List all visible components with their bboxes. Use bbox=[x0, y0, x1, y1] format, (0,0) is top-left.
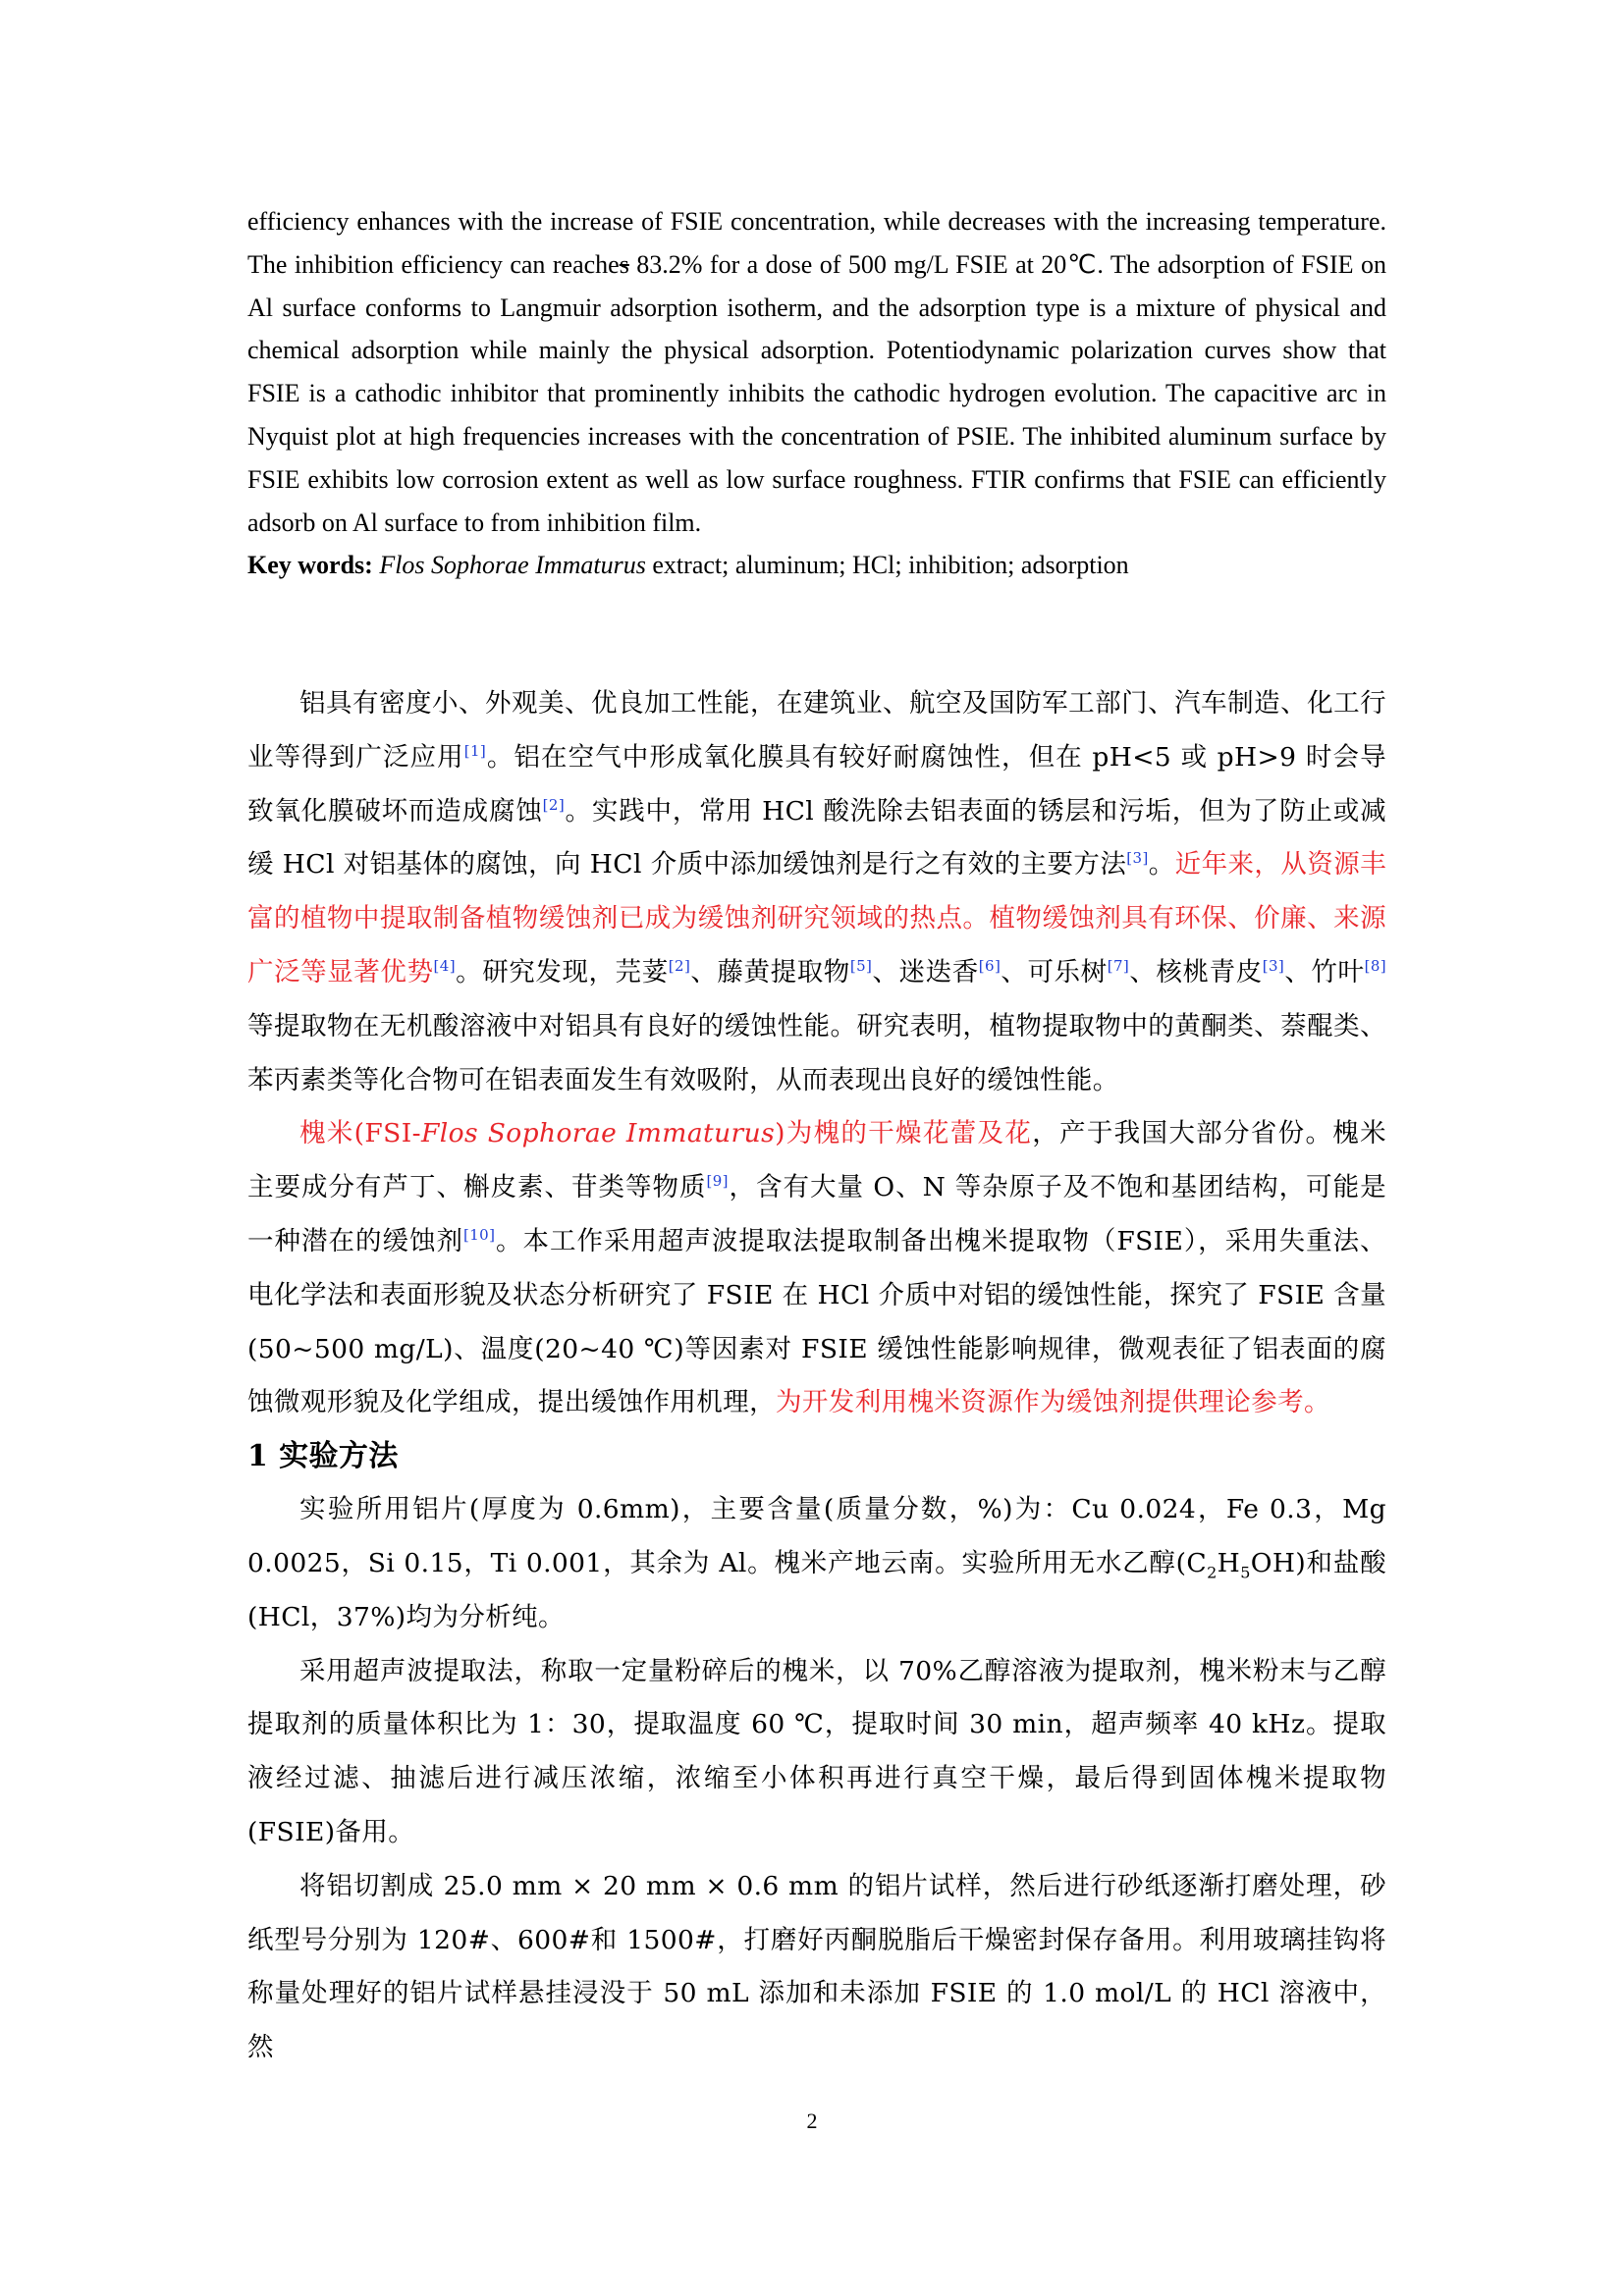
page-number: 2 bbox=[806, 2109, 818, 2133]
highlighted-italic: Flos Sophorae Immaturus bbox=[420, 1118, 776, 1149]
intro-paragraph-1: 铝具有密度小、外观美、优良加工性能，在建筑业、航空及国防军工部门、汽车制造、化工行业等得到广泛应用[1]。铝在空气中形成氧化膜具有较好耐腐蚀性，但在 pH<5 或 pH>9 时会导致氧化膜破坏而造成腐蚀[2]。实践中，常用 HCl 酸洗除去铝表面的锈层和污垢，但为了防止或减缓 HCl 对铝基体的腐蚀，向 HCl 介质中添加缓蚀剂是行之有效的主要方法[3]。近年来，从资源丰富的植物中提取制备植物缓蚀剂已成为缓蚀剂研究领域的热点。植物缓蚀剂具有环保、价廉、来源广泛等显著优势[4]。研究发现，芫荽[2]、藤黄提取物[5]、迷迭香[6]、可乐树[7]、核桃青皮[3]、竹叶[8]等提取物在无机酸溶液中对铝具有良好的缓蚀性能。研究表明，植物提取物中的黄酮类、萘醌类、苯丙素类等化合物可在铝表面发生有效吸附，从而表现出良好的缓蚀性能。 bbox=[247, 688, 1387, 1095]
abstract-block bbox=[247, 200, 1386, 587]
methods-paragraph-2: 采用超声波提取法，称取一定量粉碎后的槐米，以 70%乙醇溶液为提取剂，槐米粉末与乙醇提取剂的质量体积比为 1：30，提取温度 60 ℃，提取时间 30 min，超声频率 40 kHz。提取液经过滤、抽滤后进行减压浓缩，浓缩至小体积再进行真空干燥，最后得到固体槐米提取物(FSIE)备用。 bbox=[247, 1655, 1386, 1847]
main-body bbox=[247, 677, 1386, 2075]
keywords-rest: extract; aluminum; HCl; inhibition; adsorption bbox=[645, 551, 1129, 580]
citation[interactable]: [2] bbox=[668, 957, 691, 976]
methods-paragraph-3: 将铝切割成 25.0 mm × 20 mm × 0.6 mm 的铝片试样，然后进行砂纸逐渐打磨处理，砂纸型号分别为 120#、600#和 1500#，打磨好丙酮脱脂后干燥密封保存备用。利用玻璃挂钩将称量处理好的铝片试样悬挂浸没于 50 mL 添加和未添加 FSIE 的 1.0 mol/L 的 HCl 溶液中，然 bbox=[247, 1870, 1386, 2063]
subscript: 2 bbox=[1207, 1563, 1218, 1582]
citation[interactable]: [9] bbox=[706, 1172, 729, 1191]
citation[interactable]: [1] bbox=[463, 741, 487, 760]
subscript: 5 bbox=[1240, 1563, 1251, 1582]
citation[interactable]: [3] bbox=[1262, 957, 1285, 976]
keywords-line bbox=[247, 544, 1386, 587]
citation[interactable]: [4] bbox=[433, 957, 456, 976]
strikethrough-char: s bbox=[619, 249, 629, 279]
keywords-italic: Flos Sophorae Immaturus bbox=[379, 551, 646, 580]
citation[interactable]: [3] bbox=[1126, 849, 1149, 868]
highlighted-text: 近年来，从资源丰富的植物中提取制备植物缓蚀剂已成为缓蚀剂研究领域的热点。植物缓蚀剂具有环保、价廉、来源广泛等显著优势 bbox=[247, 849, 1387, 988]
citation[interactable]: [10] bbox=[462, 1226, 496, 1245]
keywords-label: Key words: bbox=[247, 551, 373, 580]
highlighted-text: )为槐的干燥花蕾及花 bbox=[775, 1118, 1033, 1149]
citation[interactable]: [6] bbox=[978, 957, 1001, 976]
section-heading: 1 实验方法 bbox=[247, 1439, 399, 1474]
intro-paragraph-2: 槐米(FSI-Flos Sophorae Immaturus)为槐的干燥花蕾及花，产于我国大部分省份。槐米主要成分有芦丁、槲皮素、苷类等物质[9]，含有大量 O、N 等杂原子及不饱和基团结构，可能是一种潜在的缓蚀剂[10]。本工作采用超声波提取法提取制备出槐米提取物（FSIE），采用失重法、电化学法和表面形貌及状态分析研究了 FSIE 在 HCl 介质中对铝的缓蚀性能，探究了 FSIE 含量(50~500 mg/L)、温度(20~40 ℃)等因素对 FSIE 缓蚀性能影响规律，微观表征了铝表面的腐蚀微观形貌及化学组成，提出缓蚀作用机理，为开发利用槐米资源作为缓蚀剂提供理论参考。 bbox=[247, 1118, 1387, 1418]
methods-paragraph-1: 实验所用铝片(厚度为 0.6mm)，主要含量(质量分数，%)为：Cu 0.024，Fe 0.3，Mg 0.0025，Si 0.15，Ti 0.001，其余为 Al。槐米产地云南。实验所用无水乙醇$(C_2H_5OH)$和盐酸(HCl，37%)均为分析纯。 bbox=[247, 1494, 1386, 1632]
citation[interactable]: [8] bbox=[1364, 957, 1387, 976]
highlighted-text: 为开发利用槐米资源作为缓蚀剂提供理论参考。 bbox=[776, 1387, 1330, 1418]
citation[interactable]: [5] bbox=[849, 957, 873, 976]
abstract-text: efficiency enhances with the increase of FSIE concentration, while decreases with the increasing temperature. The inhibition efficiency can reaches 83.2% for a dose of 500 mg/L FSIE at 20℃. The adsorption of FSIE on Al surface conforms to Langmuir adsorption isotherm, and the adsorption type is a mixture of physical and chemical adsorption while mainly the physical adsorption. Potentiodynamic polarization curves show that FSIE is a cathodic inhibitor that prominently inhibits the cathodic hydrogen evolution. The capacitive arc in Nyquist plot at high frequencies increases with the concentration of PSIE. The inhibited aluminum surface by FSIE exhibits low corrosion extent as well as low surface roughness. FTIR confirms that FSIE can efficiently adsorb on Al surface to from inhibition film. bbox=[247, 207, 1386, 537]
citation[interactable]: [7] bbox=[1107, 957, 1130, 976]
highlighted-text: 槐米(FSI- bbox=[299, 1118, 421, 1149]
citation[interactable]: [2] bbox=[542, 795, 566, 814]
